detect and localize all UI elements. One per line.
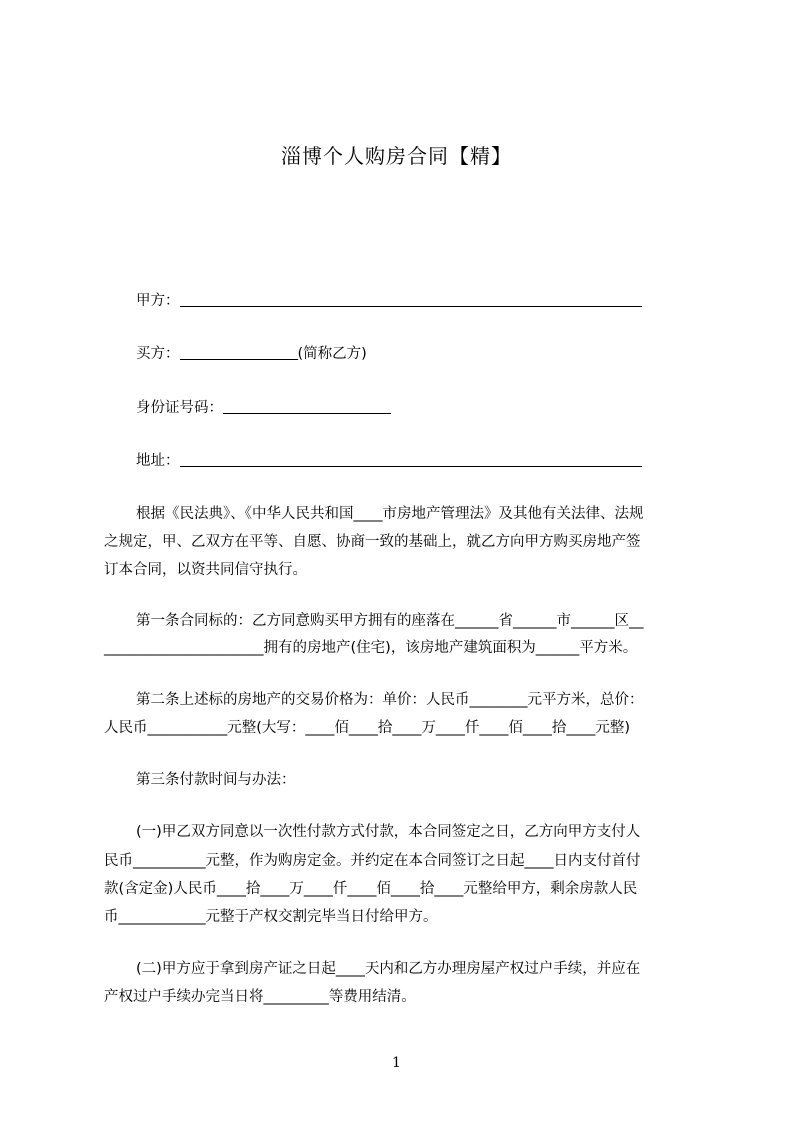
clause2-line-1: (二)甲方应于拿到房产证之日起____天内和乙方办理房屋产权过户手续，并应在 <box>136 961 641 977</box>
article1-line-2: ______________________拥有的房地产(住宅)，该房地产建筑面积为______平方米。 <box>104 640 638 656</box>
clause2-line-2: 产权过户手续办完当日将_________等费用结清。 <box>104 989 416 1005</box>
article1-line-1: 第一条合同标的：乙方同意购买甲方拥有的座落在______省______市______区__ <box>136 613 644 629</box>
page-number: 1 <box>392 1055 401 1071</box>
party-a-line <box>136 289 642 313</box>
address-blank[interactable] <box>180 450 642 467</box>
address-line <box>136 449 642 473</box>
article3-title: 第三条付款时间与办法： <box>136 772 296 788</box>
article2-line-2: 人民币___________元整(大写：____佰____拾____万____仟____佰____拾____元整) <box>104 720 631 736</box>
id-number-label: 身份证号码： <box>136 400 223 416</box>
id-number-blank[interactable] <box>223 397 391 414</box>
id-number-line <box>136 396 391 420</box>
buyer-blank[interactable] <box>180 343 298 360</box>
clause1-line-3: 款(含定金)人民币____拾____万____仟____佰____拾____元整给甲方，剩余房款人民 <box>104 881 638 897</box>
article2-line-1: 第二条上述标的房地产的交易价格为：单价：人民币________元平方米，总价： <box>136 692 644 708</box>
intro-line-3: 订本合同，以资共同信守执行。 <box>104 562 307 578</box>
buyer-suffix: (简称乙方) <box>297 346 367 362</box>
clause1-line-4: 币____________元整于产权交割完毕当日付给甲方。 <box>104 909 438 925</box>
party-a-blank[interactable] <box>180 290 642 307</box>
clause1-line-2: 民币__________元整，作为购房定金。并约定在本合同签订之日起____日内支付首付 <box>104 853 641 869</box>
buyer-line <box>136 342 367 366</box>
intro-line-1: 根据《民法典》、《中华人民共和国____市房地产管理法》及其他有关法律、法规 <box>136 506 644 522</box>
document-title: 淄博个人购房合同【精】 <box>281 144 512 168</box>
clause1-line-1: (一)甲乙双方同意以一次性付款方式付款，本合同签定之日，乙方向甲方支付人 <box>136 824 641 840</box>
buyer-label: 买方： <box>136 346 180 362</box>
intro-line-2: 之规定，甲、乙双方在平等、自愿、协商一致的基础上，就乙方向甲方购买房地产签 <box>104 534 641 550</box>
party-a-label: 甲方： <box>136 293 180 309</box>
address-label: 地址： <box>136 453 180 469</box>
